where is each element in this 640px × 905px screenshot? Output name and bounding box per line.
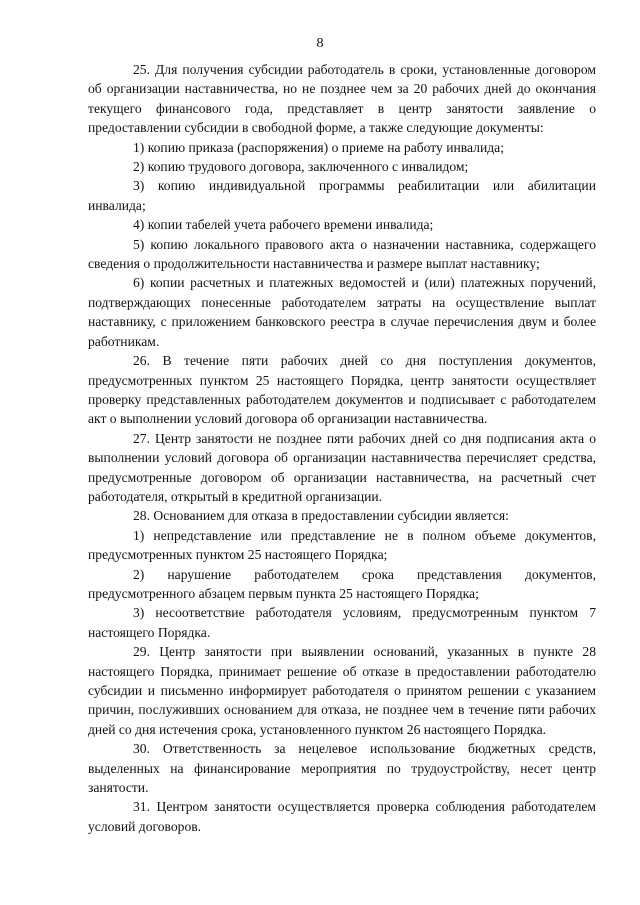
paragraph-31: 31. Центром занятости осуществляется проверка соблюдения работодателем условий договоров. <box>88 799 596 834</box>
list-item-5: 5) копию локального правового акта о назначении наставника, содержащего сведения о продолжительности наставничества и размере выплат наставнику; <box>88 236 596 272</box>
refusal-item-2: 2) нарушение работодателем срока представления документов, предусмотренного абзацем первым пункта 25 настоящего Порядка; <box>88 566 596 601</box>
list-item-1: 1) копию приказа (распоряжения) о приеме на работу инвалида; <box>133 139 504 155</box>
paragraph-28: 28. Основанием для отказа в предоставлении субсидии является: <box>133 508 509 524</box>
list-item-3: 3) копию индивидуальной программы реабилитации или абилитации инвалида; <box>88 178 596 213</box>
page-number: 8 <box>316 36 324 51</box>
document-body <box>88 60 596 836</box>
refusal-item-3: 3) несоответствие работодателя условиям, предусмотренным пунктом 7 настоящего Порядка. <box>88 605 596 640</box>
paragraph-29: 29. Центр занятости при выявлении оснований, указанных в пункте 28 настоящего Порядка, принимает решение об отказе в предоставлении работодателю субсидии и письменно информирует работодателя о принятом решении с указанием причин, послуживших основанием для отказа, не позднее чем в течение пяти рабочих дней со дня истечения срока, установленного пунктом 26 настоящего Порядка. <box>88 644 596 737</box>
paragraph-25: 25. Для получения субсидии работодатель в сроки, установленные договором об организации наставничества, но не позднее чем за 20 рабочих дней до окончания текущего финансового года, представляет в центр занятости заявление о предоставлении субсидии в свободной форме, а также следующие документы: <box>88 62 596 136</box>
list-item-2: 2) копию трудового договора, заключенного с инвалидом; <box>133 159 469 175</box>
paragraph-27: 27. Центр занятости не позднее пяти рабочих дней со дня подписания акта о выполнении условий договора об организации наставничества перечисляет средства, предусмотренные договором об организации наставничества, на расчетный счет работодателя, открытый в кредитной организации. <box>88 430 596 504</box>
paragraph-30: 30. Ответственность за нецелевое использование бюджетных средств, выделенных на финансирование мероприятия по трудоустройству, несет центр занятости. <box>88 741 596 796</box>
refusal-item-1: 1) непредставление или представление не в полном объеме документов, предусмотренных пунктом 25 настоящего Порядка; <box>88 527 596 563</box>
paragraph-26: 26. В течение пяти рабочих дней со дня поступления документов, предусмотренных пунктом 25 настоящего Порядка, центр занятости осуществляет проверку представленных работодателем документов и подписывает с работодателем акт о выполнении условий договора об организации наставничества. <box>88 353 596 427</box>
list-item-6: 6) копии расчетных и платежных ведомостей и (или) платежных поручений, подтверждающих понесенные работодателем затраты на осуществление выплат наставнику, с приложением банковского реестра в случае перечисления двум и более работникам. <box>88 275 596 349</box>
list-item-4: 4) копии табелей учета рабочего времени инвалида; <box>133 217 434 233</box>
